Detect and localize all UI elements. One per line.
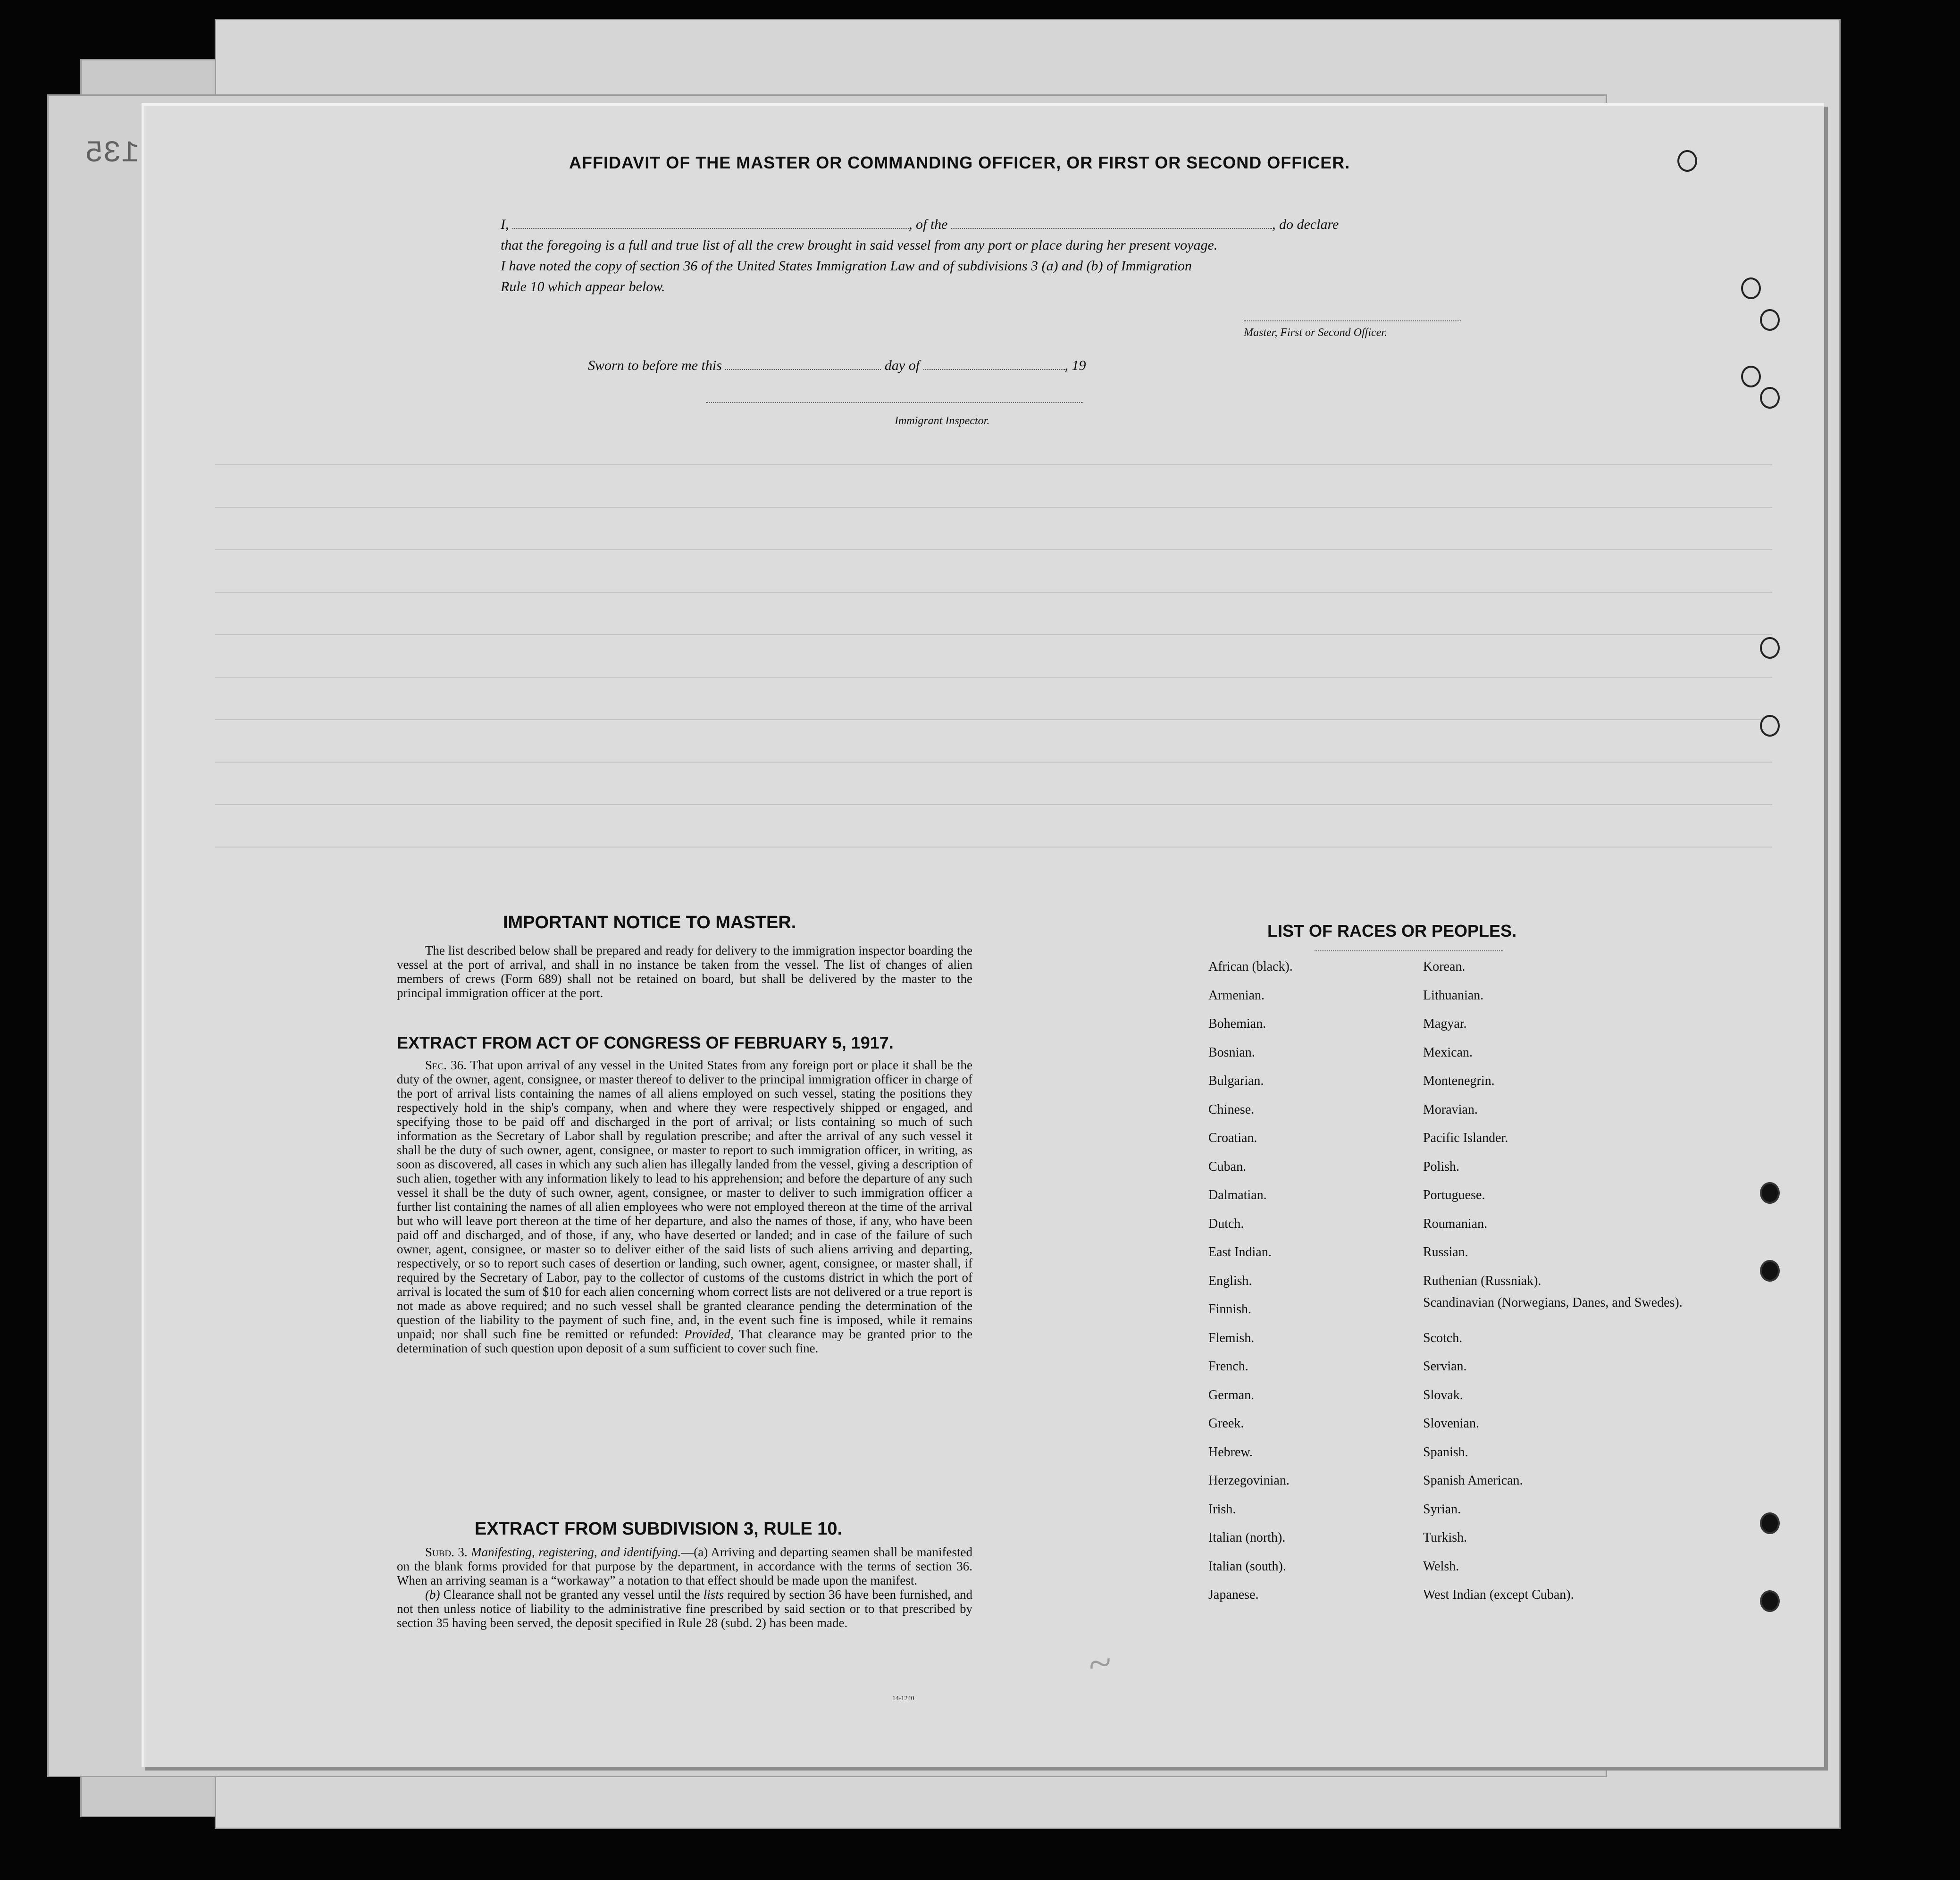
bleed-through-row xyxy=(215,762,1772,763)
subd-para-b-2: required by section 36 have been furnished, and not then unless notice of liability to the administrative fine prescribed by said section or to that prescribed by section 35 having been served, the deposit specified in Rule 28 (subd. 2) has been made. xyxy=(397,1587,973,1630)
subd-para-a-prefix: —(a) xyxy=(681,1545,708,1559)
races-left-column xyxy=(1208,953,1293,1610)
race-item: Chinese. xyxy=(1208,1102,1255,1117)
race-item: Flemish. xyxy=(1208,1330,1255,1345)
affidavit-line1-mid: , of the xyxy=(909,217,948,232)
race-item: Finnish. xyxy=(1208,1302,1252,1317)
race-item: Ruthenian (Russniak). xyxy=(1423,1273,1541,1288)
punch-hole xyxy=(1760,637,1780,659)
race-item: Dutch. xyxy=(1208,1216,1244,1231)
subdivision-title: EXTRACT FROM SUBDIVISION 3, RULE 10. xyxy=(475,1519,843,1539)
race-item: Scotch. xyxy=(1423,1330,1463,1345)
punch-hole xyxy=(1741,277,1761,299)
race-item: Slovenian. xyxy=(1423,1416,1479,1431)
affidavit-line3: I have noted the copy of section 36 of the United States Immigration Law and of subdivisions 3 (a) and (b) of Immigration xyxy=(501,258,1192,274)
bleed-through-row xyxy=(215,592,1772,593)
affidavit-body xyxy=(501,214,1491,297)
punch-hole xyxy=(1760,1590,1780,1612)
subd-heading: Manifesting, registering, and identifying. xyxy=(471,1545,681,1559)
act-provided: Provided, xyxy=(684,1327,734,1341)
punch-hole xyxy=(1760,1182,1780,1204)
race-item: Welsh. xyxy=(1423,1559,1459,1574)
affidavit-line4: Rule 10 which appear below. xyxy=(501,279,665,294)
month-blank xyxy=(923,356,1065,370)
sworn-mid: day of xyxy=(884,358,920,373)
race-item: Herzegovinian. xyxy=(1208,1473,1290,1488)
punch-hole xyxy=(1760,387,1780,409)
punch-hole xyxy=(1760,309,1780,331)
race-item: Turkish. xyxy=(1423,1530,1467,1545)
races-right-column xyxy=(1423,953,1683,1610)
race-item: Japanese. xyxy=(1208,1587,1259,1602)
race-item: Portuguese. xyxy=(1423,1188,1485,1202)
race-item: Croatian. xyxy=(1208,1131,1257,1145)
race-item: Dalmatian. xyxy=(1208,1188,1267,1202)
bleed-through-row xyxy=(215,719,1772,720)
race-item: Armenian. xyxy=(1208,988,1265,1003)
race-item: Scandinavian (Norwegians, Danes, and Swedes). xyxy=(1423,1295,1683,1310)
affidavit-line2: that the foregoing is a full and true list of all the crew brought in said vessel from any port or place during her present voyage. xyxy=(501,237,1218,253)
race-item: French. xyxy=(1208,1359,1248,1374)
race-item: West Indian (except Cuban). xyxy=(1423,1587,1574,1602)
bleed-through-row xyxy=(215,677,1772,678)
pencil-mark: ~ xyxy=(1084,1638,1115,1689)
race-item: Roumanian. xyxy=(1423,1216,1488,1231)
subd-para-b-prefix: (b) xyxy=(425,1587,440,1602)
race-item: Spanish American. xyxy=(1423,1473,1523,1488)
sworn-end: , 19 xyxy=(1064,358,1086,373)
race-item: Bohemian. xyxy=(1208,1016,1266,1031)
race-item: Cuban. xyxy=(1208,1159,1247,1174)
race-item: English. xyxy=(1208,1273,1252,1288)
signature-line xyxy=(1244,320,1461,321)
vessel-blank xyxy=(951,215,1272,229)
page-number: 135 xyxy=(85,137,140,171)
bleed-through-row xyxy=(215,634,1772,635)
race-item: Syrian. xyxy=(1423,1502,1461,1517)
act-body xyxy=(397,1058,972,1355)
act-text: That upon arrival of any vessel in the United States from any foreign port or place it shall be the duty of the owner, agent, consignee, or master thereof to deliver to the principal immigration officer in charge of the port of arrival lists containing the names of all aliens employed on such vessel, stating the positions they respectively hold in the ship's company, when and where they were respectively shipped or engaged, and specifying those to be paid off and discharged in the port of arrival; or lists containing so much of such information as the Secretary of Labor shall by regulation prescribe; and after the arrival of any such vessel it shall be the duty of such owner, agent, consignee, or master to report to such immigration officer, in writing, as soon as discovered, all cases in which any such alien has illegally landed from the vessel, giving a description of such alien, together with any information likely to lead to his apprehension; and before the departure of any such vessel it shall be the duty of such owner, agent, consignee, or master to deliver to such immigration officer a further list containing the names of all alien employees who were not employed thereon at the time of the arrival but who will leave port thereon at the time of her departure, and also the names of those, if any, who have been paid off and discharged, and of those, if any, who have deserted or landed; and in case of the failure of such owner, agent, consignee, or master so to deliver either of the said lists of such aliens arriving and departing, respectively, or so to report such cases of desertion or landing, such owner, agent, consignee, or master shall, if required by the Secretary of Labor, pay to the collector of customs of the customs district in which the port of arrival is located the sum of $10 for each alien concerning whom correct lists are not delivered or a true report is not made as above required; and no such vessel shall be granted clearance pending the determination of the question of the liability to the payment of such fine, and, in the event such fine is imposed, while it remains unpaid; nor shall such fine be remitted or refunded: xyxy=(397,1058,973,1341)
punch-hole xyxy=(1741,366,1761,387)
bleed-through-row xyxy=(215,464,1772,465)
race-item: Slovak. xyxy=(1423,1387,1463,1402)
bleed-through-row xyxy=(215,804,1772,805)
form-number: 14-1240 xyxy=(892,1695,914,1702)
name-blank xyxy=(512,215,909,229)
subd-para-b-1: Clearance shall not be granted any vessel until the xyxy=(443,1587,700,1602)
race-item: Magyar. xyxy=(1423,1016,1467,1031)
punch-hole xyxy=(1677,150,1697,172)
punch-hole xyxy=(1760,715,1780,737)
race-item: Greek. xyxy=(1208,1416,1244,1431)
race-item: Bulgarian. xyxy=(1208,1074,1264,1088)
subd-para-b-lists: lists xyxy=(703,1587,724,1602)
sworn-start: Sworn to before me this xyxy=(588,358,722,373)
day-blank xyxy=(725,356,881,370)
punch-hole xyxy=(1760,1512,1780,1534)
race-item: Hebrew. xyxy=(1208,1444,1253,1460)
act-text-end: That clearance may be granted prior to the determination of such question upon deposit of a sum sufficient to cover such fine. xyxy=(397,1327,973,1355)
race-item: Servian. xyxy=(1423,1359,1467,1374)
notice-title: IMPORTANT NOTICE TO MASTER. xyxy=(503,913,796,932)
race-item: Bosnian. xyxy=(1208,1045,1255,1060)
subd-para-a: Arriving and departing seamen shall be manifested on the blank forms provided for that purpose by the department, in accordance with the terms of section 36. When an arriving seaman is a “workaway” a notation to that effect should be made upon the manifest. xyxy=(397,1545,973,1587)
notice-body: The list described below shall be prepared and ready for delivery to the immigration inspector boarding the vessel at the port of arrival, and shall in no instance be taken from the vessel. The list of changes of alien members of crews (Form 689) shall not be retained on board, but shall be delivered by the master to the principal immigration officer at the port. xyxy=(397,943,972,1000)
affidavit-page xyxy=(142,103,1824,1767)
race-item: Irish. xyxy=(1208,1502,1236,1517)
subdivision-body xyxy=(397,1545,972,1630)
affidavit-line1-end: , do declare xyxy=(1272,217,1339,232)
race-item: Moravian. xyxy=(1423,1102,1478,1117)
inspector-label: Immigrant Inspector. xyxy=(895,415,990,427)
race-item: Lithuanian. xyxy=(1423,988,1484,1003)
race-item: Korean. xyxy=(1423,959,1466,974)
subd-label: Subd. 3. xyxy=(425,1545,468,1559)
race-item: Mexican. xyxy=(1423,1045,1473,1060)
master-signature-label: Master, First or Second Officer. xyxy=(1244,327,1387,339)
race-item: Spanish. xyxy=(1423,1444,1468,1460)
act-section-label: Sec. 36. xyxy=(425,1058,467,1072)
bleed-through-row xyxy=(215,549,1772,550)
race-item: Polish. xyxy=(1423,1159,1460,1174)
affidavit-title: AFFIDAVIT OF THE MASTER OR COMMANDING OFFICER, OR FIRST OR SECOND OFFICER. xyxy=(569,153,1350,172)
bleed-through-row xyxy=(215,847,1772,848)
races-divider xyxy=(1315,950,1503,951)
race-item: Italian (north). xyxy=(1208,1530,1286,1545)
race-item: Italian (south). xyxy=(1208,1559,1286,1574)
race-item: Pacific Islander. xyxy=(1423,1131,1508,1145)
races-title: LIST OF RACES OR PEOPLES. xyxy=(1267,921,1517,940)
race-item: African (black). xyxy=(1208,959,1293,974)
inspector-signature-line xyxy=(706,402,1083,403)
act-title: EXTRACT FROM ACT OF CONGRESS OF FEBRUARY 5, 1917. xyxy=(397,1033,894,1052)
sworn-line xyxy=(588,356,1086,374)
race-item: Russian. xyxy=(1423,1245,1468,1259)
race-item: German. xyxy=(1208,1387,1255,1402)
bleed-through-row xyxy=(215,507,1772,508)
affidavit-line1-start: I, xyxy=(501,217,509,232)
race-item: Montenegrin. xyxy=(1423,1074,1495,1088)
race-item: East Indian. xyxy=(1208,1245,1272,1259)
punch-hole xyxy=(1760,1260,1780,1282)
